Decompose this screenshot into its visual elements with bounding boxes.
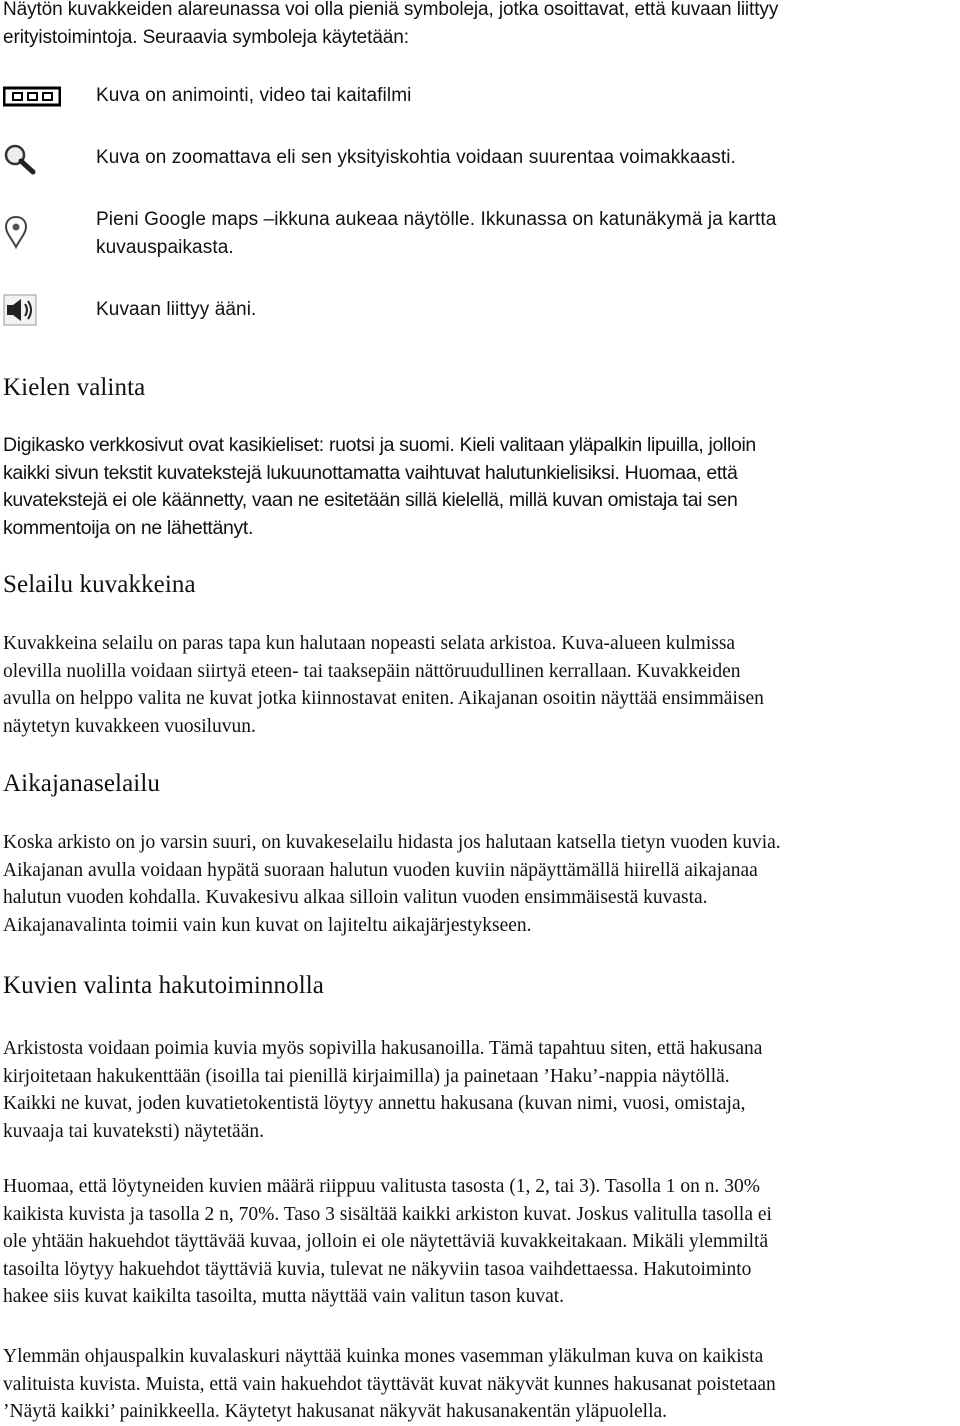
body-line: Kaikki ne kuvat, joden kuvatietokentistä löytyy annettu hakusana (kuvan nimi, vuosi, omistaja, bbox=[3, 1093, 746, 1114]
body-line: halutun vuoden kohdalla. Kuvakesivu alkaa silloin valitun vuoden ensimmäisestä kuvasta. bbox=[3, 887, 708, 908]
body-line: kaikki sivun tekstit kuvatekstejä lukuunottamatta vaihtuvat halutunkielisiksi. Huomaa, että bbox=[3, 461, 738, 484]
magnifier-icon bbox=[3, 143, 37, 173]
symbol-description-line: kuvauspaikasta. bbox=[96, 237, 234, 258]
map-pin-icon bbox=[3, 215, 37, 245]
body-line: Aikajanavalinta toimii vain kun kuvat on lajiteltu aikajärjestykseen. bbox=[3, 914, 532, 936]
section-body-timeline bbox=[3, 829, 958, 939]
body-line: hakee siis kuvat kaikilta tasoilta, mutta näyttää vain valitun tason kuvat. bbox=[3, 1286, 565, 1307]
intro-line: erityistoimintoja. Seuraavia symboleja käytetään: bbox=[3, 26, 409, 48]
symbol-description: Kuva on animointi, video tai kaitafilmi bbox=[96, 85, 412, 106]
body-line: kuvaaja tai kuvateksti) näytetään. bbox=[3, 1120, 264, 1142]
speaker-icon bbox=[3, 294, 37, 324]
section-heading-language: Kielen valinta bbox=[3, 374, 146, 401]
body-line: kommentoija on ne lähettänyt. bbox=[3, 516, 254, 539]
film-strip-icon bbox=[3, 82, 37, 112]
symbol-description: Kuvaan liittyy ääni. bbox=[96, 299, 257, 320]
body-line: Aikajanan avulla voidaan hypätä suoraan halutun vuoden kuviin näpäyttämällä hiirellä aikajanaa bbox=[3, 859, 758, 881]
body-line: Arkistosta voidaan poimia kuvia myös sopivilla hakusanoilla. Tämä tapahtuu siten, että hakusana bbox=[3, 1038, 763, 1059]
section-heading-search: Kuvien valinta hakutoiminnolla bbox=[3, 972, 324, 999]
section-heading-thumbnails: Selailu kuvakkeina bbox=[3, 571, 196, 598]
intro-paragraph bbox=[3, 0, 955, 51]
section-body-search-p2 bbox=[3, 1173, 958, 1311]
section-heading-timeline: Aikajanaselailu bbox=[3, 770, 160, 797]
body-line: ole yhtään hakuehdot täyttävää kuvaa, jolloin ei ole näytettäviä kuvakkeitakaan. Mikäli ylemmiltä bbox=[3, 1231, 769, 1252]
body-line: avulla on helppo valita ne kuvat jotka kiinnostavat eniten. Aikajanan osoitin näyttää ensimmäisen bbox=[3, 688, 764, 709]
section-body-search-p1 bbox=[3, 1035, 958, 1145]
body-line: tasoilta löytyy hakuehdot täyttäviä kuvia, tulevat ne näkyviin tasoa vaihdettaessa. Hakutoiminto bbox=[3, 1258, 752, 1280]
intro-line: Näytön kuvakkeiden alareunassa voi olla pieniä symboleja, jotka osoittavat, että kuvaan liittyy bbox=[3, 0, 779, 20]
body-line: Ylemmän ohjauspalkin kuvalaskuri näyttää kuinka mones vasemman yläkulman kuva on kaikista bbox=[3, 1346, 764, 1367]
symbol-description-line: Pieni Google maps –ikkuna aukeaa näytölle. Ikkunassa on katunäkymä ja kartta bbox=[96, 209, 777, 230]
body-line: Huomaa, että löytyneiden kuvien määrä riippuu valitusta tasosta (1, 2, tai 3). Tasolla 1 on n. 30% bbox=[3, 1176, 760, 1197]
body-line: olevilla nuolilla voidaan siirtyä eteen- tai taaksepäin nättöruudullinen kerrallaan. Kuvakkeiden bbox=[3, 660, 741, 682]
section-body-thumbnails bbox=[3, 630, 958, 740]
body-line: näytetyn kuvakkeen vuosiluvun. bbox=[3, 715, 256, 737]
body-line: Kuvakkeina selailu on paras tapa kun halutaan nopeasti selata arkistoa. Kuva-alueen kulmissa bbox=[3, 633, 736, 654]
body-line: valituista kuvista. Muista, että vain hakuehdot täyttävät kuvat näkyvät kunnes hakusanat poistetaan bbox=[3, 1373, 776, 1395]
body-line: ’Näytä kaikki’ painikkeella. Käytetyt hakusanat näkyvät hakusanakentän yläpuolella. bbox=[3, 1401, 668, 1422]
symbol-description: Kuva on zoomattava eli sen yksityiskohtia voidaan suurentaa voimakkaasti. bbox=[96, 147, 736, 168]
body-line: kaikista kuvista ja tasolla 2 n, 70%. Taso 3 sisältää kaikki arkiston kuvat. Joskus valitulla tasolla ei bbox=[3, 1203, 772, 1225]
symbol-description bbox=[96, 206, 776, 262]
section-body-search-p3 bbox=[3, 1343, 958, 1426]
body-line: kirjoitetaan hakukenttään (isoilla tai pienillä kirjaimilla) ja painetaan ’Haku’-nappia näytöllä. bbox=[3, 1065, 730, 1087]
body-line: kuvatekstejä ei ole käännetty, vaan ne esitetään sillä kielellä, millä kuvan omistaja tai sen bbox=[3, 489, 738, 511]
body-line: Digikasko verkkosivut ovat kasikieliset: ruotsi ja suomi. Kieli valitaan yläpalkin lipuilla, jolloin bbox=[3, 434, 756, 456]
body-line: Koska arkisto on jo varsin suuri, on kuvakeselailu hidasta jos halutaan katsella tietyn vuoden kuvia. bbox=[3, 832, 781, 853]
section-body-language bbox=[3, 432, 958, 542]
